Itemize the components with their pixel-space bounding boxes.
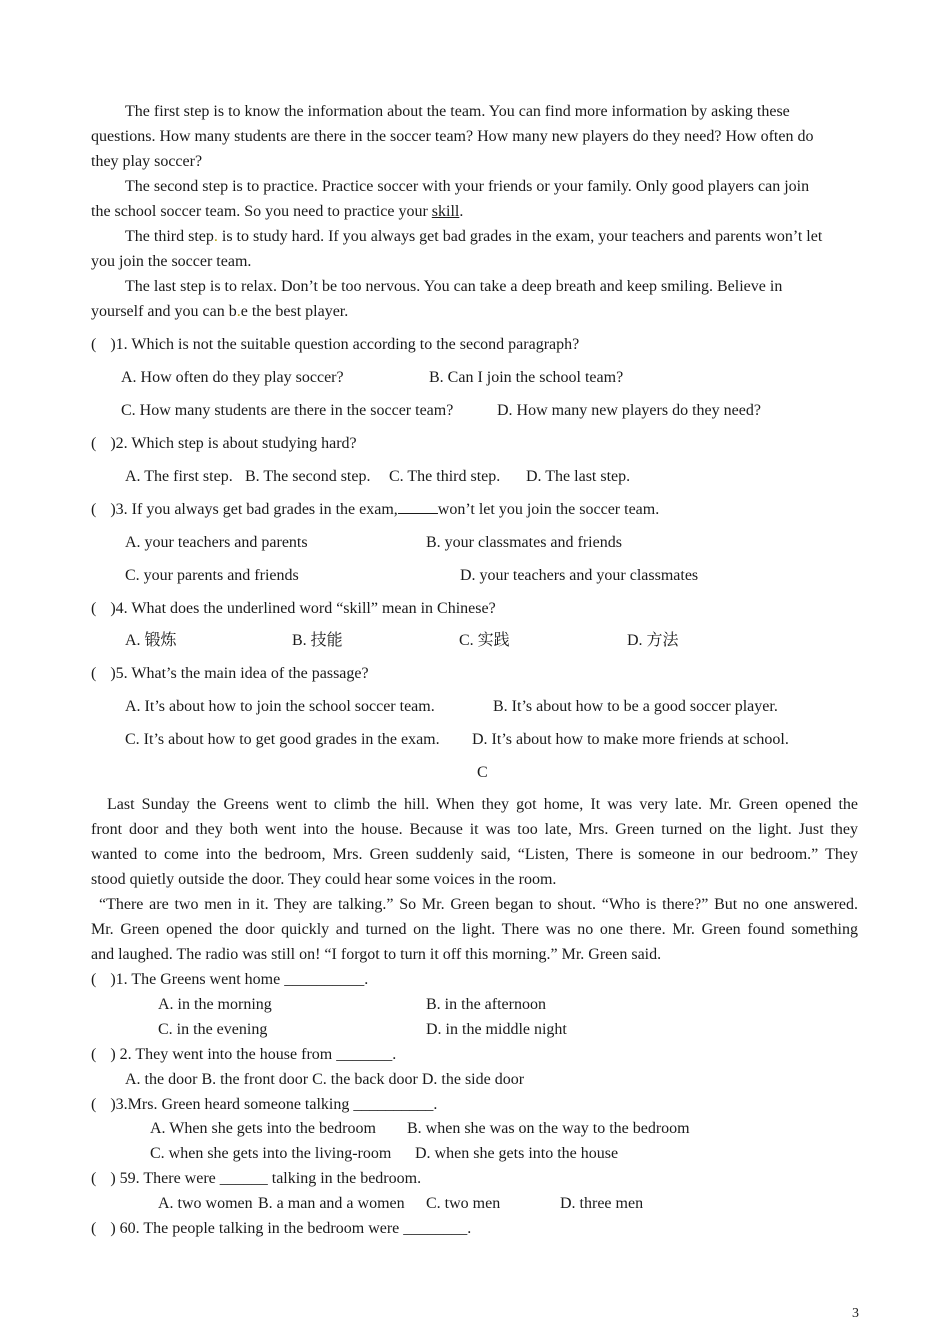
- option-d[interactable]: D. The last step.: [526, 468, 631, 485]
- option-a[interactable]: A. in the morning: [158, 996, 272, 1013]
- p4-line2: [91, 301, 348, 323]
- page-number: 3: [852, 1306, 859, 1321]
- c-p1-line1: [91, 794, 858, 816]
- fill-in-blank: [398, 499, 438, 514]
- question-stem: [91, 433, 357, 455]
- option-d[interactable]: D. three men: [560, 1195, 644, 1212]
- option-b[interactable]: B. in the afternoon: [426, 996, 546, 1013]
- stem-text-end: won’t let you join the soccer team.: [437, 501, 660, 518]
- answer-paren: (: [91, 971, 97, 988]
- option-d[interactable]: D. How many new players do they need?: [497, 402, 761, 419]
- question-stem: [91, 1218, 471, 1240]
- answer-paren: (: [91, 1170, 97, 1187]
- option-a[interactable]: A. your teachers and parents: [125, 534, 308, 551]
- option-c[interactable]: C. The third step.: [389, 468, 501, 485]
- option-b[interactable]: B. 技能: [292, 632, 343, 649]
- annotation-dot: .: [213, 228, 218, 245]
- c-p1-text: Last Sunday the Greens went to climb the hill. When they got home, It was very late. Mr. Green opened the: [107, 796, 858, 813]
- option-a[interactable]: A. When she gets into the bedroom: [150, 1120, 376, 1137]
- c-p2-line1: [91, 894, 858, 916]
- option-c[interactable]: C. How many students are there in the soccer team?: [121, 402, 454, 419]
- c-p1-line2: front door and they both went into the house. Because it was too late, Mrs. Green turned on the light. Just they: [91, 821, 858, 838]
- p3-line1: [125, 226, 822, 248]
- option-b[interactable]: B. the front door: [201, 1071, 309, 1088]
- stem-text: )4. What does the underlined word “skill” mean in Chinese?: [110, 600, 496, 617]
- option-a[interactable]: A. How often do they play soccer?: [121, 369, 344, 386]
- option-c[interactable]: C. the back door: [312, 1071, 418, 1088]
- p1-line1: The first step is to know the information about the team. You can find more information by asking these: [125, 103, 790, 120]
- option-a[interactable]: A. the door: [125, 1071, 198, 1088]
- option-c[interactable]: C. 实践: [459, 632, 510, 649]
- option-c[interactable]: C. two men: [426, 1195, 501, 1212]
- p1-line2: questions. How many students are there in the soccer team? How many new players do they need? How often do: [91, 128, 814, 145]
- stem-text: )1. Which is not the suitable question according to the second paragraph?: [110, 336, 580, 353]
- p2-line1: The second step is to practice. Practice soccer with your friends or your family. Only good players can join: [125, 178, 810, 195]
- option-a[interactable]: A. two women: [158, 1195, 253, 1212]
- option-a[interactable]: A. 锻炼: [125, 632, 177, 649]
- answer-paren: (: [91, 1046, 97, 1063]
- question-stem: [91, 1044, 396, 1066]
- option-b[interactable]: B. It’s about how to be a good soccer player.: [493, 698, 778, 715]
- option-c[interactable]: C. It’s about how to get good grades in the exam.: [125, 731, 440, 748]
- p4-text-b: e the best player.: [240, 303, 349, 320]
- p1-line3: they play soccer?: [91, 153, 203, 170]
- option-b[interactable]: B. a man and a women: [258, 1195, 405, 1212]
- option-b[interactable]: B. The second step.: [245, 468, 371, 485]
- stem-text: )5. What’s the main idea of the passage?: [110, 665, 369, 682]
- option-c[interactable]: C. in the evening: [158, 1021, 268, 1038]
- option-d[interactable]: D. your teachers and your classmates: [460, 567, 699, 584]
- p2-text: the school soccer team. So you need to practice your: [91, 203, 432, 220]
- answer-paren: (: [91, 1220, 97, 1237]
- annotation-dot: .: [236, 303, 241, 320]
- c-p2-line3: and laughed. The radio was still on! “I forgot to turn it off this morning.” Mr. Green said.: [91, 946, 662, 963]
- p4-line1: The last step is to relax. Don’t be too nervous. You can take a deep breath and keep smiling. Believe in: [125, 278, 783, 295]
- option-b[interactable]: B. your classmates and friends: [426, 534, 622, 551]
- question-stem: [91, 499, 659, 521]
- question-stem: [91, 663, 369, 685]
- p4-text-a: yourself and you can b: [91, 303, 237, 320]
- c-p2-line2: Mr. Green opened the door quickly and turned on the light. There was no one there. Mr. Green found something: [91, 921, 858, 938]
- stem-text: ) 60. The people talking in the bedroom were ________.: [110, 1220, 472, 1237]
- option-d[interactable]: D. when she gets into the house: [415, 1145, 619, 1162]
- answer-paren: (: [91, 1096, 97, 1113]
- question-stem: [91, 1094, 437, 1116]
- option-c[interactable]: C. your parents and friends: [125, 567, 299, 584]
- underlined-word-skill: skill: [431, 203, 460, 220]
- answer-paren: (: [91, 600, 97, 617]
- option-d[interactable]: D. in the middle night: [426, 1021, 567, 1038]
- answer-paren: (: [91, 435, 97, 452]
- p2-period: .: [459, 203, 464, 220]
- option-d[interactable]: D. It’s about how to make more friends at school.: [472, 731, 789, 748]
- question-stem: [91, 969, 368, 991]
- option-b[interactable]: B. when she was on the way to the bedroom: [407, 1120, 690, 1137]
- question-stem: [91, 598, 496, 620]
- stem-text: )1. The Greens went home __________.: [110, 971, 369, 988]
- p3-text-b: is to study hard. If you always get bad grades in the exam, your teachers and parents won’t let: [221, 228, 823, 245]
- c-p1-line3: wanted to come into the bedroom, Mrs. Green suddenly said, “Listen, There is someone in our bedroom.” They: [91, 846, 858, 863]
- stem-text: )3.Mrs. Green heard someone talking __________.: [110, 1096, 438, 1113]
- option-c[interactable]: C. when she gets into the living-room: [150, 1145, 392, 1162]
- answer-paren: (: [91, 336, 97, 353]
- question-stem: [91, 1168, 421, 1190]
- option-d[interactable]: D. the side door: [421, 1071, 525, 1088]
- p3-line2: you join the soccer team.: [91, 253, 252, 270]
- stem-text: ) 2. They went into the house from _______.: [110, 1046, 397, 1063]
- p2-line2: [91, 201, 463, 223]
- p3-text-a: The third step: [125, 228, 214, 245]
- question-stem: [91, 334, 579, 356]
- answer-paren: (: [91, 501, 97, 518]
- c-p1-line4: stood quietly outside the door. They could hear some voices in the room.: [91, 871, 557, 888]
- c-p2-text: “There are two men in it. They are talking.” So Mr. Green began to shout. “Who is there?” But no one answered.: [99, 896, 858, 913]
- answer-paren: (: [91, 665, 97, 682]
- stem-text: )3. If you always get bad grades in the exam,: [110, 501, 398, 518]
- stem-text: ) 59. There were ______ talking in the bedroom.: [110, 1170, 422, 1187]
- option-a[interactable]: A. It’s about how to join the school soccer team.: [125, 698, 435, 715]
- option-d[interactable]: D. 方法: [627, 632, 679, 649]
- option-a[interactable]: A. The first step.: [125, 468, 233, 485]
- section-heading-c: C: [477, 764, 488, 781]
- options-row: [125, 1069, 524, 1091]
- stem-text: )2. Which step is about studying hard?: [110, 435, 357, 452]
- option-b[interactable]: B. Can I join the school team?: [429, 369, 624, 386]
